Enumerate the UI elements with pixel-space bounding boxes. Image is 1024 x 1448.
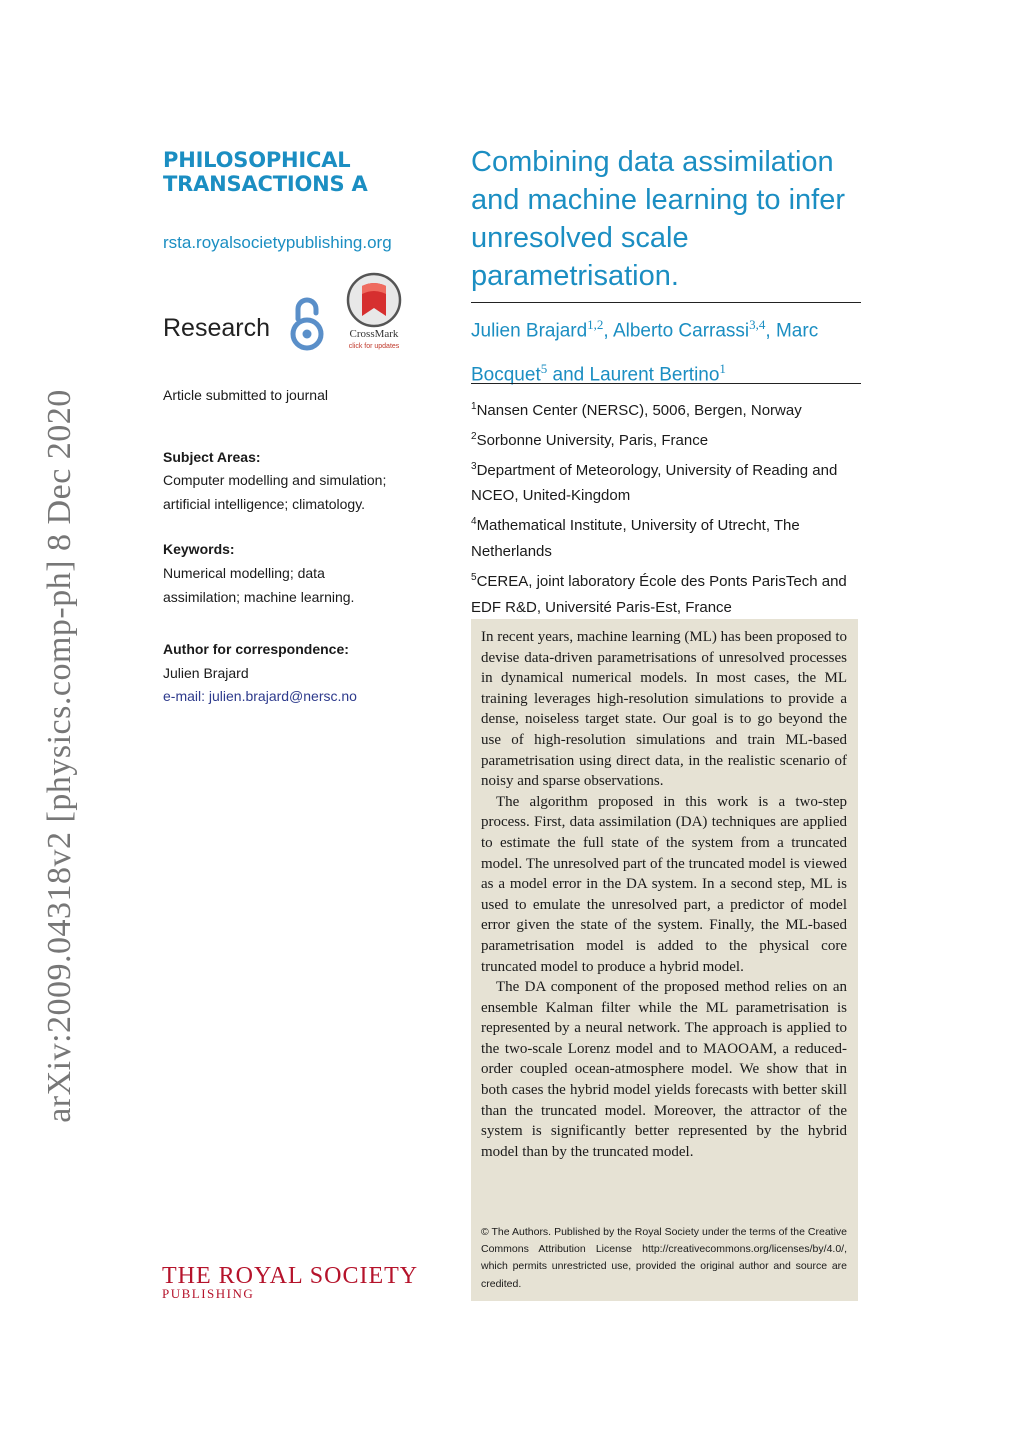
abstract-paragraph: In recent years, machine learning (ML) has been proposed to devise data-driven parametrisations of unresolved processes in dynamical numerical models. In most cases, the ML training leverages high-resolution simulations to provide a dense, noiseless target state. Our goal is to go beyond the use of high-resolution simulations and train ML-based parametrisation using direct data, in the realistic scenario of noisy and sparse observations. bbox=[481, 629, 847, 790]
affiliation-number: 2 bbox=[471, 430, 477, 442]
abstract-text bbox=[481, 627, 847, 1162]
affiliation-text: Department of Meteorology, University of Reading and NCEO, United-Kingdom bbox=[471, 461, 838, 505]
correspondence-name: Julien Brajard bbox=[163, 665, 249, 681]
author-separator: , bbox=[603, 320, 613, 342]
author-affiliation-marker: 3,4 bbox=[749, 317, 766, 332]
journal-name bbox=[163, 148, 368, 196]
open-access-icon bbox=[288, 297, 326, 353]
affiliation-text: Nansen Center (NERSC), 5006, Bergen, Norway bbox=[476, 402, 802, 419]
affiliation-item bbox=[471, 509, 866, 565]
author-affiliation-marker: 1,2 bbox=[587, 317, 604, 332]
subject-areas-heading: Subject Areas: bbox=[163, 449, 261, 465]
arxiv-identifier: arXiv:2009.04318v2 [physics.comp-ph] 8 Dec 2020 bbox=[41, 389, 78, 1123]
abstract-panel bbox=[471, 619, 858, 1301]
affiliation-number: 4 bbox=[471, 516, 477, 528]
author-name: Alberto Carrassi bbox=[612, 320, 750, 342]
author-separator: , bbox=[765, 320, 776, 342]
abstract-paragraph: The algorithm proposed in this work is a two-step process. First, data assimilation (DA) techniques are applied to estimate the full state of the system from a truncated model. The unresolved part of the truncated model is viewed as a model error in the DA system. In a second step, ML is used to emulate the unresolved part, a predictor of model error given the state of the system. Finally, the ML-based parametrisation model is added to the physical core truncated model to produce a hybrid model. bbox=[481, 793, 847, 975]
license-notice: © The Authors. Published by the Royal Society under the terms of the Creative Commons Attribution License http://creativecommons.org/licenses/by/4.0/, which permits unrestricted use, provided the original author and source are credited. bbox=[481, 1226, 847, 1290]
author-separator: and bbox=[547, 364, 590, 386]
affiliation-number: 5 bbox=[471, 571, 477, 583]
publisher-subname: PUBLISHING bbox=[162, 1286, 255, 1301]
affiliation-item bbox=[471, 454, 866, 510]
crossmark-sublabel: click for updates bbox=[348, 343, 400, 350]
correspondence-email-link[interactable]: e-mail: julien.brajard@nersc.no bbox=[163, 688, 357, 704]
journal-name-line1: PHILOSOPHICAL bbox=[163, 148, 351, 172]
affiliation-item bbox=[471, 565, 866, 621]
affiliation-text: Sorbonne University, Paris, France bbox=[476, 431, 709, 449]
author-name: Marc Bocquet bbox=[471, 320, 819, 386]
crossmark-label: CrossMark bbox=[349, 328, 399, 340]
author-affiliation-marker: 5 bbox=[540, 361, 548, 377]
abstract-paragraph: The DA component of the proposed method relies on an ensemble Kalman filter while the ML parametrisation is represented by a neural network. The approach is applied to the two-scale Lorenz model and to MAOOAM, a reduced-order coupled ocean-atmosphere model. We show that in both cases the hybrid model yields forecasts with better skill than the truncated model. Moreover, the attractor of the system is significantly better represented by the hybrid model than by the truncated model. bbox=[481, 979, 847, 1160]
subject-areas-list bbox=[163, 468, 433, 516]
author-affiliation-marker: 1 bbox=[719, 361, 726, 377]
affiliation-number: 1 bbox=[471, 401, 477, 412]
article-type: Research bbox=[163, 314, 270, 342]
paper-title: Combining data assimilation and machine learning to infer unresolved scale parametrisation. bbox=[471, 146, 846, 292]
journal-url-link[interactable]: rsta.royalsocietypublishing.org bbox=[163, 233, 392, 252]
affiliation-item bbox=[471, 424, 866, 454]
subject-areas-line: artificial intelligence; climatology. bbox=[163, 496, 366, 512]
keywords-list bbox=[163, 561, 433, 609]
publisher-logo bbox=[162, 1263, 418, 1302]
authors-divider bbox=[471, 383, 861, 384]
affiliation-item bbox=[471, 394, 866, 424]
affiliation-number: 3 bbox=[471, 460, 477, 472]
author-name: Julien Brajard bbox=[471, 320, 588, 342]
journal-name-line2: TRANSACTIONS A bbox=[163, 172, 368, 196]
publisher-name: THE ROYAL SOCIETY bbox=[162, 1263, 419, 1289]
correspondence-heading: Author for correspondence: bbox=[163, 641, 349, 657]
keywords-line: Numerical modelling; data bbox=[163, 565, 325, 581]
title-divider bbox=[471, 302, 861, 303]
affiliation-text: Mathematical Institute, University of Utrecht, The Netherlands bbox=[471, 517, 800, 560]
author-name: Laurent Bertino bbox=[589, 364, 720, 386]
subject-areas-line: Computer modelling and simulation; bbox=[163, 472, 387, 488]
crossmark-icon bbox=[340, 272, 408, 328]
crossmark-badge[interactable] bbox=[340, 272, 408, 356]
keywords-heading: Keywords: bbox=[163, 541, 235, 557]
keywords-line: assimilation; machine learning. bbox=[163, 589, 355, 605]
author-list bbox=[471, 306, 866, 395]
affiliation-text: CEREA, joint laboratory École des Ponts ParisTech and EDF R&D, Université Paris-Est, France bbox=[471, 572, 847, 616]
affiliation-list bbox=[471, 394, 866, 620]
submission-status: Article submitted to journal bbox=[163, 387, 328, 403]
